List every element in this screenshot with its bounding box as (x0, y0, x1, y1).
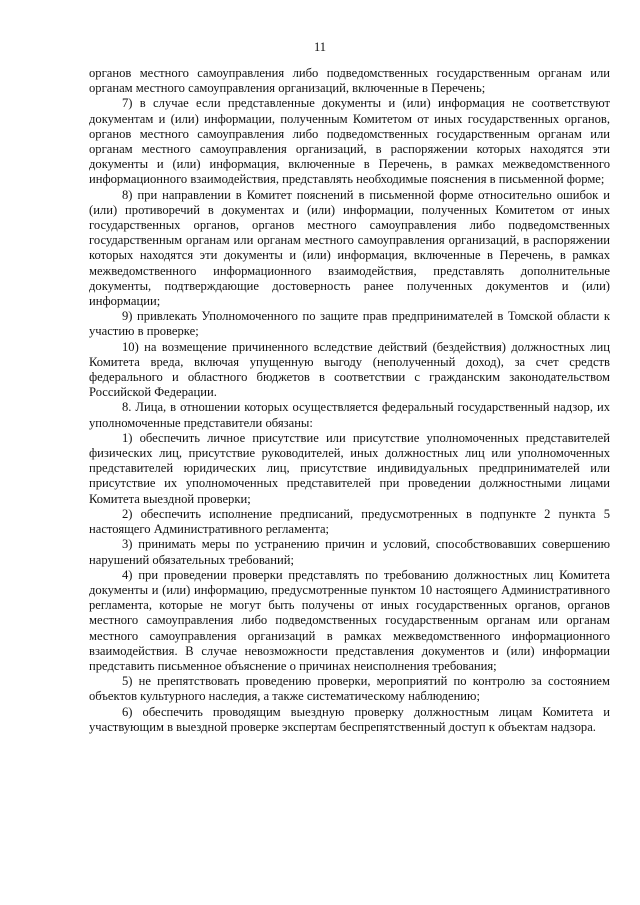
page-number: 11 (313, 40, 327, 54)
paragraph-item-7: 7) в случае если представленные документы и (или) информация не соответствуют документам и (или) информации, полученным Комитетом от иных государственных органов, органов местного самоуправления либо подведомственных государственным органам или органам местного самоуправления организаций, в распоряжении которых находятся эти документы и (или) информация, включенные в Перечень, в рамках межведомственного информационного взаимодействия, представлять необходимые пояснения в письменной форме; (89, 96, 610, 187)
paragraph-continuation: органов местного самоуправления либо подведомственных государственным органам или органам местного самоуправления организаций, включенные в Перечень; (89, 66, 610, 96)
paragraph-obligation-2: 2) обеспечить исполнение предписаний, предусмотренных в подпункте 2 пункта 5 настоящего Административного регламента; (89, 506, 610, 537)
paragraph-obligation-5: 5) не препятствовать проведению проверки, мероприятий по контролю за состоянием объектов культурного наследия, а также систематическому наблюдению; (89, 674, 610, 704)
document-body (89, 66, 610, 735)
paragraph-item-8: 8) при направлении в Комитет пояснений в письменной форме относительно ошибок и (или) противоречий в документах и (или) информации, полученных Комитетом от иных государственных органов, органов местного самоуправления либо подведомственных государственным органам или органам местного самоуправления организаций, в распоряжении которых находятся эти документы и (или) информация, включенные в Перечень, в рамках межведомственного информационного взаимодействия, представлять дополнительные документы, подтверждающие достоверность ранее полученных документов и (или) информации; (89, 187, 610, 309)
paragraph-section-8: 8. Лица, в отношении которых осуществляется федеральный государственный надзор, их уполномоченные представители обязаны: (89, 400, 610, 430)
paragraph-item-9: 9) привлекать Уполномоченного по защите прав предпринимателей в Томской области к участию в проверке; (89, 309, 610, 339)
paragraph-obligation-3: 3) принимать меры по устранению причин и условий, способствовавших совершению нарушений обязательных требований; (89, 537, 610, 567)
paragraph-item-10: 10) на возмещение причиненного вследствие действий (бездействия) должностных лиц Комитета вреда, включая упущенную выгоду (неполученный доход), за счет средств федерального и областного бюджетов в соответствии с гражданским законодательством Российской Федерации. (89, 339, 610, 400)
paragraph-obligation-1: 1) обеспечить личное присутствие или присутствие уполномоченных представителей физических лиц, присутствие руководителей, иных должностных лиц или уполномоченных представителей юридических лиц, присутствие индивидуальных предпринимателей или присутствие их уполномоченных представителей при проведении должностными лицами Комитета выездной проверки; (89, 430, 610, 506)
paragraph-obligation-4: 4) при проведении проверки представлять по требованию должностных лиц Комитета документы и (или) информацию, предусмотренные пунктом 10 настоящего Административного регламента, которые не могут быть получены от иных государственных органов, органов местного самоуправления либо подведомственных государственным органам или органам местного самоуправления организаций в рамках межведомственного информационного взаимодействия. В случае невозможности представления документов и (или) информации представить письменное объяснение о причинах неисполнения требования; (89, 567, 610, 673)
paragraph-obligation-6: 6) обеспечить проводящим выездную проверку должностным лицам Комитета и участвующим в выездной проверке экспертам беспрепятственный доступ к объектам надзора. (89, 704, 610, 734)
